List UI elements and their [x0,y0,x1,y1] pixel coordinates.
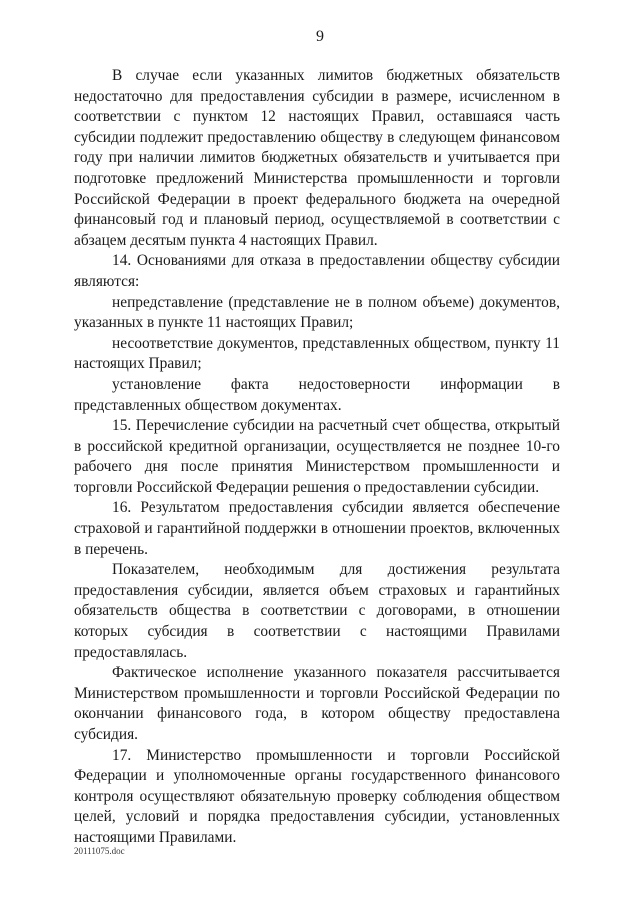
paragraph-17: 17. Министерство промышленности и торговли Российской Федерации и уполномоченные органы государственного финансового контроля осуществляют обязательную проверку соблюдения обществом целей, условий и порядка предоставления субсидии, установленных настоящими Правилами. [74,746,560,846]
paragraph-14-item-3: установление факта недостоверности информации в представленных обществом документах. [74,375,560,414]
paragraph-14-item-2: несоответствие документов, представленных обществом, пункту 11 настоящих Правил; [74,334,560,373]
paragraph-16-execution: Фактическое исполнение указанного показателя рассчитывается Министерством промышленности и торговли Российской Федерации по окончании финансового года, в котором обществу предоставлена субсидия. [74,664,560,743]
page-number: 9 [316,28,324,45]
paragraph-14-item-1: непредставление (представление не в полном объеме) документов, указанных в пункте 11 настоящих Правил; [74,293,560,332]
paragraph-14: 14. Основаниями для отказа в предоставлении обществу субсидии являются: [74,252,560,290]
paragraph-16: 16. Результатом предоставления субсидии является обеспечение страховой и гарантийной поддержки в отношении проектов, включенных в перечень. [74,499,560,558]
paragraph-15: 15. Перечисление субсидии на расчетный счет общества, открытый в российской кредитной организации, осуществляется не позднее 10-го рабочего дня после принятия Министерством промышленности и торговли Российской Федерации решения о предоставлении субсидии. [74,417,560,496]
paragraph-limits: В случае если указанных лимитов бюджетных обязательств недостаточно для предоставления субсидии в размере, исчисленном в соответствии с пунктом 12 настоящих Правил, оставшаяся часть субсидии подлежит предоставлению обществу в следующем финансовом году при наличии лимитов бюджетных обязательств и учитывается при подготовке предложений Министерства промышленности и торговли Российской Федерации в проект федерального бюджета на очередной финансовый год и плановый период, осуществляемой в соответствии с абзацем десятым пункта 4 настоящих Правил. [74,67,560,249]
file-name-footer: 20111075.doc [74,846,125,856]
paragraph-16-indicator: Показателем, необходимым для достижения результата предоставления субсидии, является объем страховых и гарантийных обязательств общества в соответствии с договорами, в отношении которых субсидия в соответствии с настоящими Правилами предоставлялась. [74,561,560,661]
document-body [74,66,560,849]
